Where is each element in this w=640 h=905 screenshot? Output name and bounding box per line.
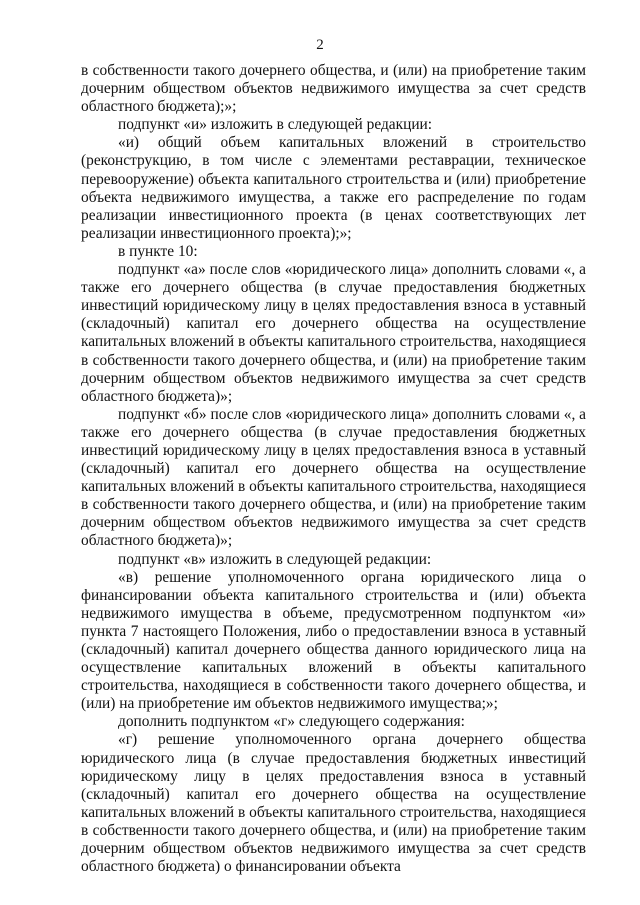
paragraph-subpoint-g-text: «г) решение уполномоченного органа дочернего общества юридического лица (в случае предоставления бюджетных инвестиций юридическому лицу в целях предоставления взноса в уставный (складочный) капитал его дочернего общества на осуществление капитальных вложений в объекты капитального строительства, находящиеся в собственности такого дочернего общества, и (или) на приобретение таким дочерним обществом объектов недвижимого имущества за счет средств областного бюджета) о финансировании объекта xyxy=(81,731,586,876)
document-body xyxy=(81,62,586,876)
paragraph-subpoint-i-text: «и) общий объем капитальных вложений в строительство (реконструкцию, в том числе с элементами реставрации, техническое перевооружение) объекта капитального строительства и (или) приобретение объекта недвижимого имущества, а также его распределение по годам реализации инвестиционного проекта (в ценах соответствующих лет реализации инвестиционного проекта);»; xyxy=(81,134,586,242)
paragraph-point-10: в пункте 10: xyxy=(118,242,198,260)
paragraph-subpoint-b: подпункт «б» после слов «юридического лица» дополнить словами «, а также его дочернего общества (в случае предоставления бюджетных инвестиций юридическому лицу в целях предоставления взноса в уставный (складочный) капитал его дочернего общества на осуществление капитальных вложений в объекты капитального строительства, находящиеся в собственности такого дочернего общества, и (или) на приобретение таким дочерним обществом объектов недвижимого имущества за счет средств областного бюджета)»; xyxy=(81,405,586,550)
paragraph-subpoint-g-instruction: дополнить подпунктом «г» следующего содержания: xyxy=(118,713,465,731)
paragraph-subpoint-v-text: «в) решение уполномоченного органа юридического лица о финансировании объекта капитального строительства и (или) объекта недвижимого имущества в объеме, предусмотренном подпунктом «и» пункта 7 настоящего Положения, либо о предоставлении взноса в уставный (складочный) капитал дочернего общества данного юридического лица на осуществление капитальных вложений в объекты капитального строительства, находящиеся в собственности такого дочернего общества, и (или) на приобретение им объектов недвижимого имущества;»; xyxy=(81,568,586,713)
paragraph-subpoint-a: подпункт «а» после слов «юридического лица» дополнить словами «, а также его дочернего общества (в случае предоставления бюджетных инвестиций юридическому лицу в целях предоставления взноса в уставный (складочный) капитал его дочернего общества на осуществление капитальных вложений в объекты капитального строительства, находящиеся в собственности такого дочернего общества, и (или) на приобретение таким дочерним обществом объектов недвижимого имущества за счет средств областного бюджета)»; xyxy=(81,261,586,405)
paragraph-subpoint-v-instruction: подпункт «в» изложить в следующей редакции: xyxy=(118,550,432,568)
page-number: 2 xyxy=(316,37,324,53)
paragraph-continuation: в собственности такого дочернего общества, и (или) на приобретение таким дочерним обществом объектов недвижимого имущества за счет средств областного бюджета);»; xyxy=(81,62,586,116)
paragraph-subpoint-i-instruction: подпункт «и» изложить в следующей редакции: xyxy=(118,116,433,134)
